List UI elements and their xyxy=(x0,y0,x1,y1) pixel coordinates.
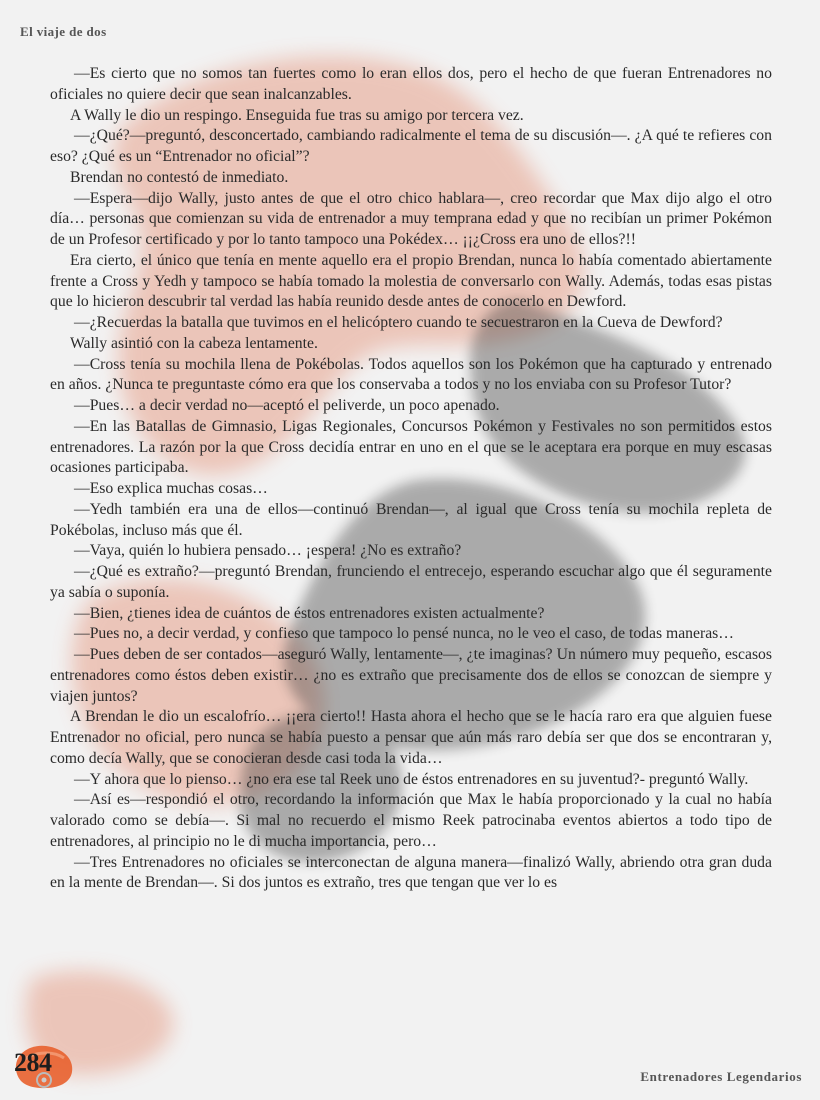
paragraph: —¿Qué?—preguntó, desconcertado, cambiando radicalmente el tema de su discusión—. ¿A qué te refieres con eso? ¿Qué es un “Entrenador no oficial”? xyxy=(50,127,772,165)
paragraph: —En las Batallas de Gimnasio, Ligas Regionales, Concursos Pokémon y Festivales no son permitidos estos entrenadores. La razón por la que Cross decidía entrar en uno en el que se le aceptara era porque en muy escasas ocasiones participaba. xyxy=(50,417,772,477)
page-number: 284 xyxy=(14,1048,52,1077)
paragraph: —Y ahora que lo pienso… ¿no era ese tal Reek uno de éstos entrenadores en su juventud?- preguntó Wally. xyxy=(74,770,749,788)
paragraph: —Es cierto que no somos tan fuertes como lo eran ellos dos, pero el hecho de que fueran Entrenadores no oficiales no quiere decir que sean inalcanzables. xyxy=(50,65,772,103)
paragraph: —Eso explica muchas cosas… xyxy=(74,480,268,497)
paragraph: —Bien, ¿tienes idea de cuántos de éstos entrenadores existen actualmente? xyxy=(74,604,545,622)
paragraph: —Vaya, quién lo hubiera pensado… ¡espera! ¿No es extraño? xyxy=(74,542,462,560)
paragraph: —Así es—respondió el otro, recordando la información que Max le había proporcionado y la cual no había valorado como se debía—. Si mal no recuerdo el mismo Reek patrocinaba eventos abiertos a todo tipo de entrenadores, al principio no le di mucha importancia, pero… xyxy=(50,791,772,850)
paragraph: —Pues no, a decir verdad, y confieso que tampoco lo pensé nunca, no le veo el caso, de todas maneras… xyxy=(74,625,734,643)
paragraph: —Pues… a decir verdad no—aceptó el peliverde, un poco apenado. xyxy=(74,397,500,414)
paragraph: A Brendan le dio un escalofrío… ¡¡era cierto!! Hasta ahora el hecho que se le hacía raro era que alguien fuese Entrenador no oficial, pero nunca se había puesto a pensar que aún más raro debía ser que dos se encontraran y, como decía Wally, que se conocieran desde casi toda la vida… xyxy=(50,708,772,767)
paragraph: —Pues deben de ser contados—aseguró Wally, lentamente—, ¿te imaginas? Un número muy pequeño, escasos entrenadores como éstos deben existir… ¿no es extraño que precisamente dos de ellos se conozcan de siempre y viajen juntos? xyxy=(50,646,772,705)
paragraph: —¿Qué es extraño?—preguntó Brendan, frunciendo el entrecejo, esperando escuchar algo que él seguramente ya sabía o suponía. xyxy=(50,563,772,601)
paragraph: —Cross tenía su mochila llena de Pokébolas. Todos aquellos son los Pokémon que ha capturado y entrenado en años. ¿Nunca te preguntaste cómo era que los conservaba a todos y no los enviaba con su Profesor Tutor? xyxy=(50,355,772,394)
paragraph: —¿Recuerdas la batalla que tuvimos en el helicóptero cuando te secuestraron en la Cueva de Dewford? xyxy=(74,314,723,331)
paragraph: A Wally le dio un respingo. Enseguida fue tras su amigo por tercera vez. xyxy=(70,106,524,124)
paragraph: —Espera—dijo Wally, justo antes de que el otro chico hablara—, creo recordar que Max dijo algo el otro día… personas que comienzan su vida de entrenador a muy temprana edad y que no recibían un primer Pokémon de un Profesor certificado y por lo tanto tampoco una Pokédex… ¡¡¿Cross era uno de ellos?!! xyxy=(50,189,772,248)
paragraph: —Tres Entrenadores no oficiales se interconectan de alguna manera—finalizó Wally, abriendo otra gran duda en la mente de Brendan—. Si dos juntos es extraño, tres que tengan que ver lo es xyxy=(50,853,772,892)
paragraph: Wally asintió con la cabeza lentamente. xyxy=(70,334,318,352)
paragraph: —Yedh también era una de ellos—continuó Brendan—, al igual que Cross tenía su mochila repleta de Pokébolas, incluso más que él. xyxy=(50,500,772,539)
body-text xyxy=(50,64,772,894)
paragraph: Era cierto, el único que tenía en mente aquello era el propio Brendan, nunca lo había comentado abiertamente frente a Cross y Yedh y tampoco se había tomado la molestia de conversarlo con Wally. Además, todas esas pistas que lo hicieron descubrir tal verdad las había reunido desde antes de conocerlo en Dewford. xyxy=(50,251,772,311)
paragraph: Brendan no contestó de inmediato. xyxy=(70,168,289,186)
running-header-title: El viaje de dos xyxy=(20,24,107,39)
running-footer-book-title: Entrenadores Legendarios xyxy=(640,1069,802,1084)
